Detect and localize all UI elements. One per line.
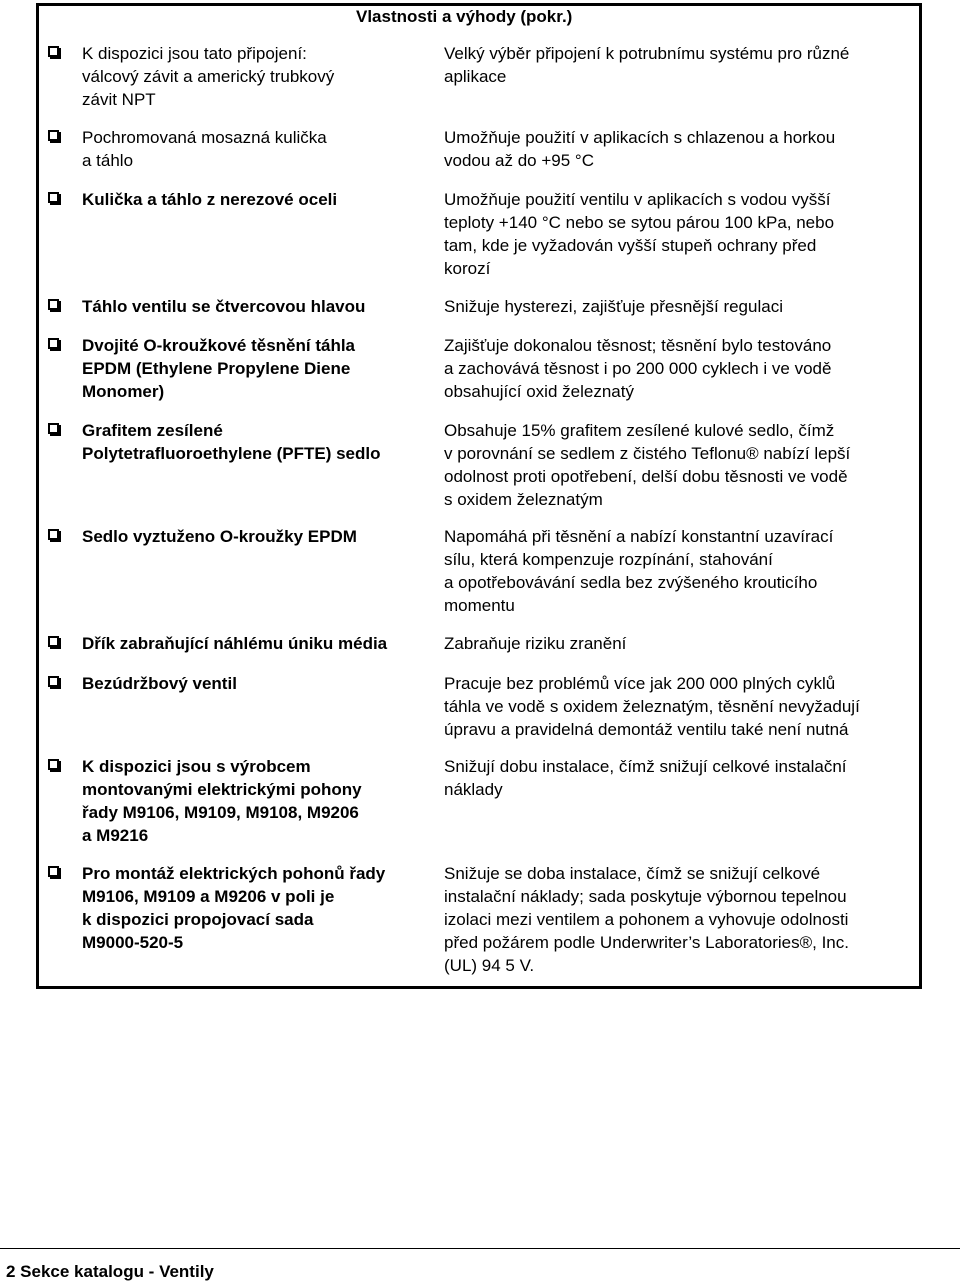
checkbox-icon [48, 866, 59, 877]
checkbox-icon [48, 759, 59, 770]
feature-text: K dispozici jsou tato připojení: válcový závit a americký trubkový závit NPT [82, 44, 335, 109]
benefit-text: Zabraňuje riziku zranění [444, 634, 627, 653]
table-header: Vlastnosti a výhody (pokr.) [356, 7, 573, 26]
feature-text: Sedlo vyztuženo O-kroužky EPDM [82, 527, 357, 546]
benefit-text: Velký výběr připojení k potrubnímu systému pro různé aplikace [444, 44, 850, 86]
checkbox-icon [48, 676, 59, 687]
feature-text: Kulička a táhlo z nerezové oceli [82, 190, 338, 209]
benefit-text: Umožňuje použití v aplikacích s chlazenou a horkou vodou až do +95 °C [444, 128, 836, 170]
feature-text: Pro montáž elektrických pohonů řady M9106, M9109 a M9206 v poli je k dispozici propojovací sada M9000-520-5 [82, 864, 386, 952]
feature-text: Bezúdržbový ventil [82, 674, 237, 693]
footer-divider [0, 1248, 960, 1249]
feature-text: Dřík zabraňující náhlému úniku média [82, 634, 388, 653]
checkbox-icon [48, 46, 59, 57]
feature-text: Grafitem zesílené Polytetrafluoroethylene (PFTE) sedlo [82, 421, 381, 463]
checkbox-icon [48, 423, 59, 434]
benefit-text: Snižuje hysterezi, zajišťuje přesnější regulaci [444, 297, 783, 316]
benefit-text: Umožňuje použití ventilu v aplikacích s vodou vyšší teploty +140 °C nebo se sytou párou 100 kPa, nebo tam, kde je vyžadován vyšší stupeň ochrany před korozí [444, 190, 835, 278]
benefit-text: Napomáhá při těsnění a nabízí konstantní uzavírací sílu, která kompenzuje rozpínání, stahování a opotřebovávání sedla bez zvýšeného krouticího momentu [444, 527, 834, 615]
benefit-text: Snižuje se doba instalace, čímž se snižují celkové instalační náklady; sada poskytuje výbornou tepelnou izolaci mezi ventilem a pohonem a vyhovuje odolnosti před požárem podle Underwriter’s Laboratories®, Inc. (UL) 94 5 V. [444, 864, 849, 975]
checkbox-icon [48, 130, 59, 141]
checkbox-icon [48, 636, 59, 647]
footer-text: 2 Sekce katalogu - Ventily [6, 1262, 214, 1281]
feature-text: K dispozici jsou s výrobcem montovanými elektrickými pohony řady M9106, M9109, M9108, M9206 a M9216 [82, 757, 362, 845]
feature-text: Dvojité O-kroužkové těsnění táhla EPDM (Ethylene Propylene Diene Monomer) [82, 336, 356, 401]
benefit-text: Zajišťuje dokonalou těsnost; těsnění bylo testováno a zachovává těsnost i po 200 000 cyklech i ve vodě obsahující oxid železnatý [444, 336, 832, 401]
page-footer [0, 1248, 960, 1284]
feature-text: Táhlo ventilu se čtvercovou hlavou [82, 297, 366, 316]
feature-text: Pochromovaná mosazná kulička a táhlo [82, 128, 327, 170]
checkbox-icon [48, 529, 59, 540]
checkbox-icon [48, 192, 59, 203]
benefit-text: Pracuje bez problémů více jak 200 000 plných cyklů táhla ve vodě s oxidem železnatým, těsnění nevyžadují úpravu a pravidelná demontáž ventilu také není nutná [444, 674, 860, 739]
benefit-text: Snižují dobu instalace, čímž snižují celkové instalační náklady [444, 757, 847, 799]
checkbox-icon [48, 338, 59, 349]
benefit-text: Obsahuje 15% grafitem zesílené kulové sedlo, čímž v porovnání se sedlem z čistého Teflonu® nabízí lepší odolnost proti opotřebení, delší dobu těsnosti ve vodě s oxidem železnatým [444, 421, 851, 509]
checkbox-icon [48, 299, 59, 310]
